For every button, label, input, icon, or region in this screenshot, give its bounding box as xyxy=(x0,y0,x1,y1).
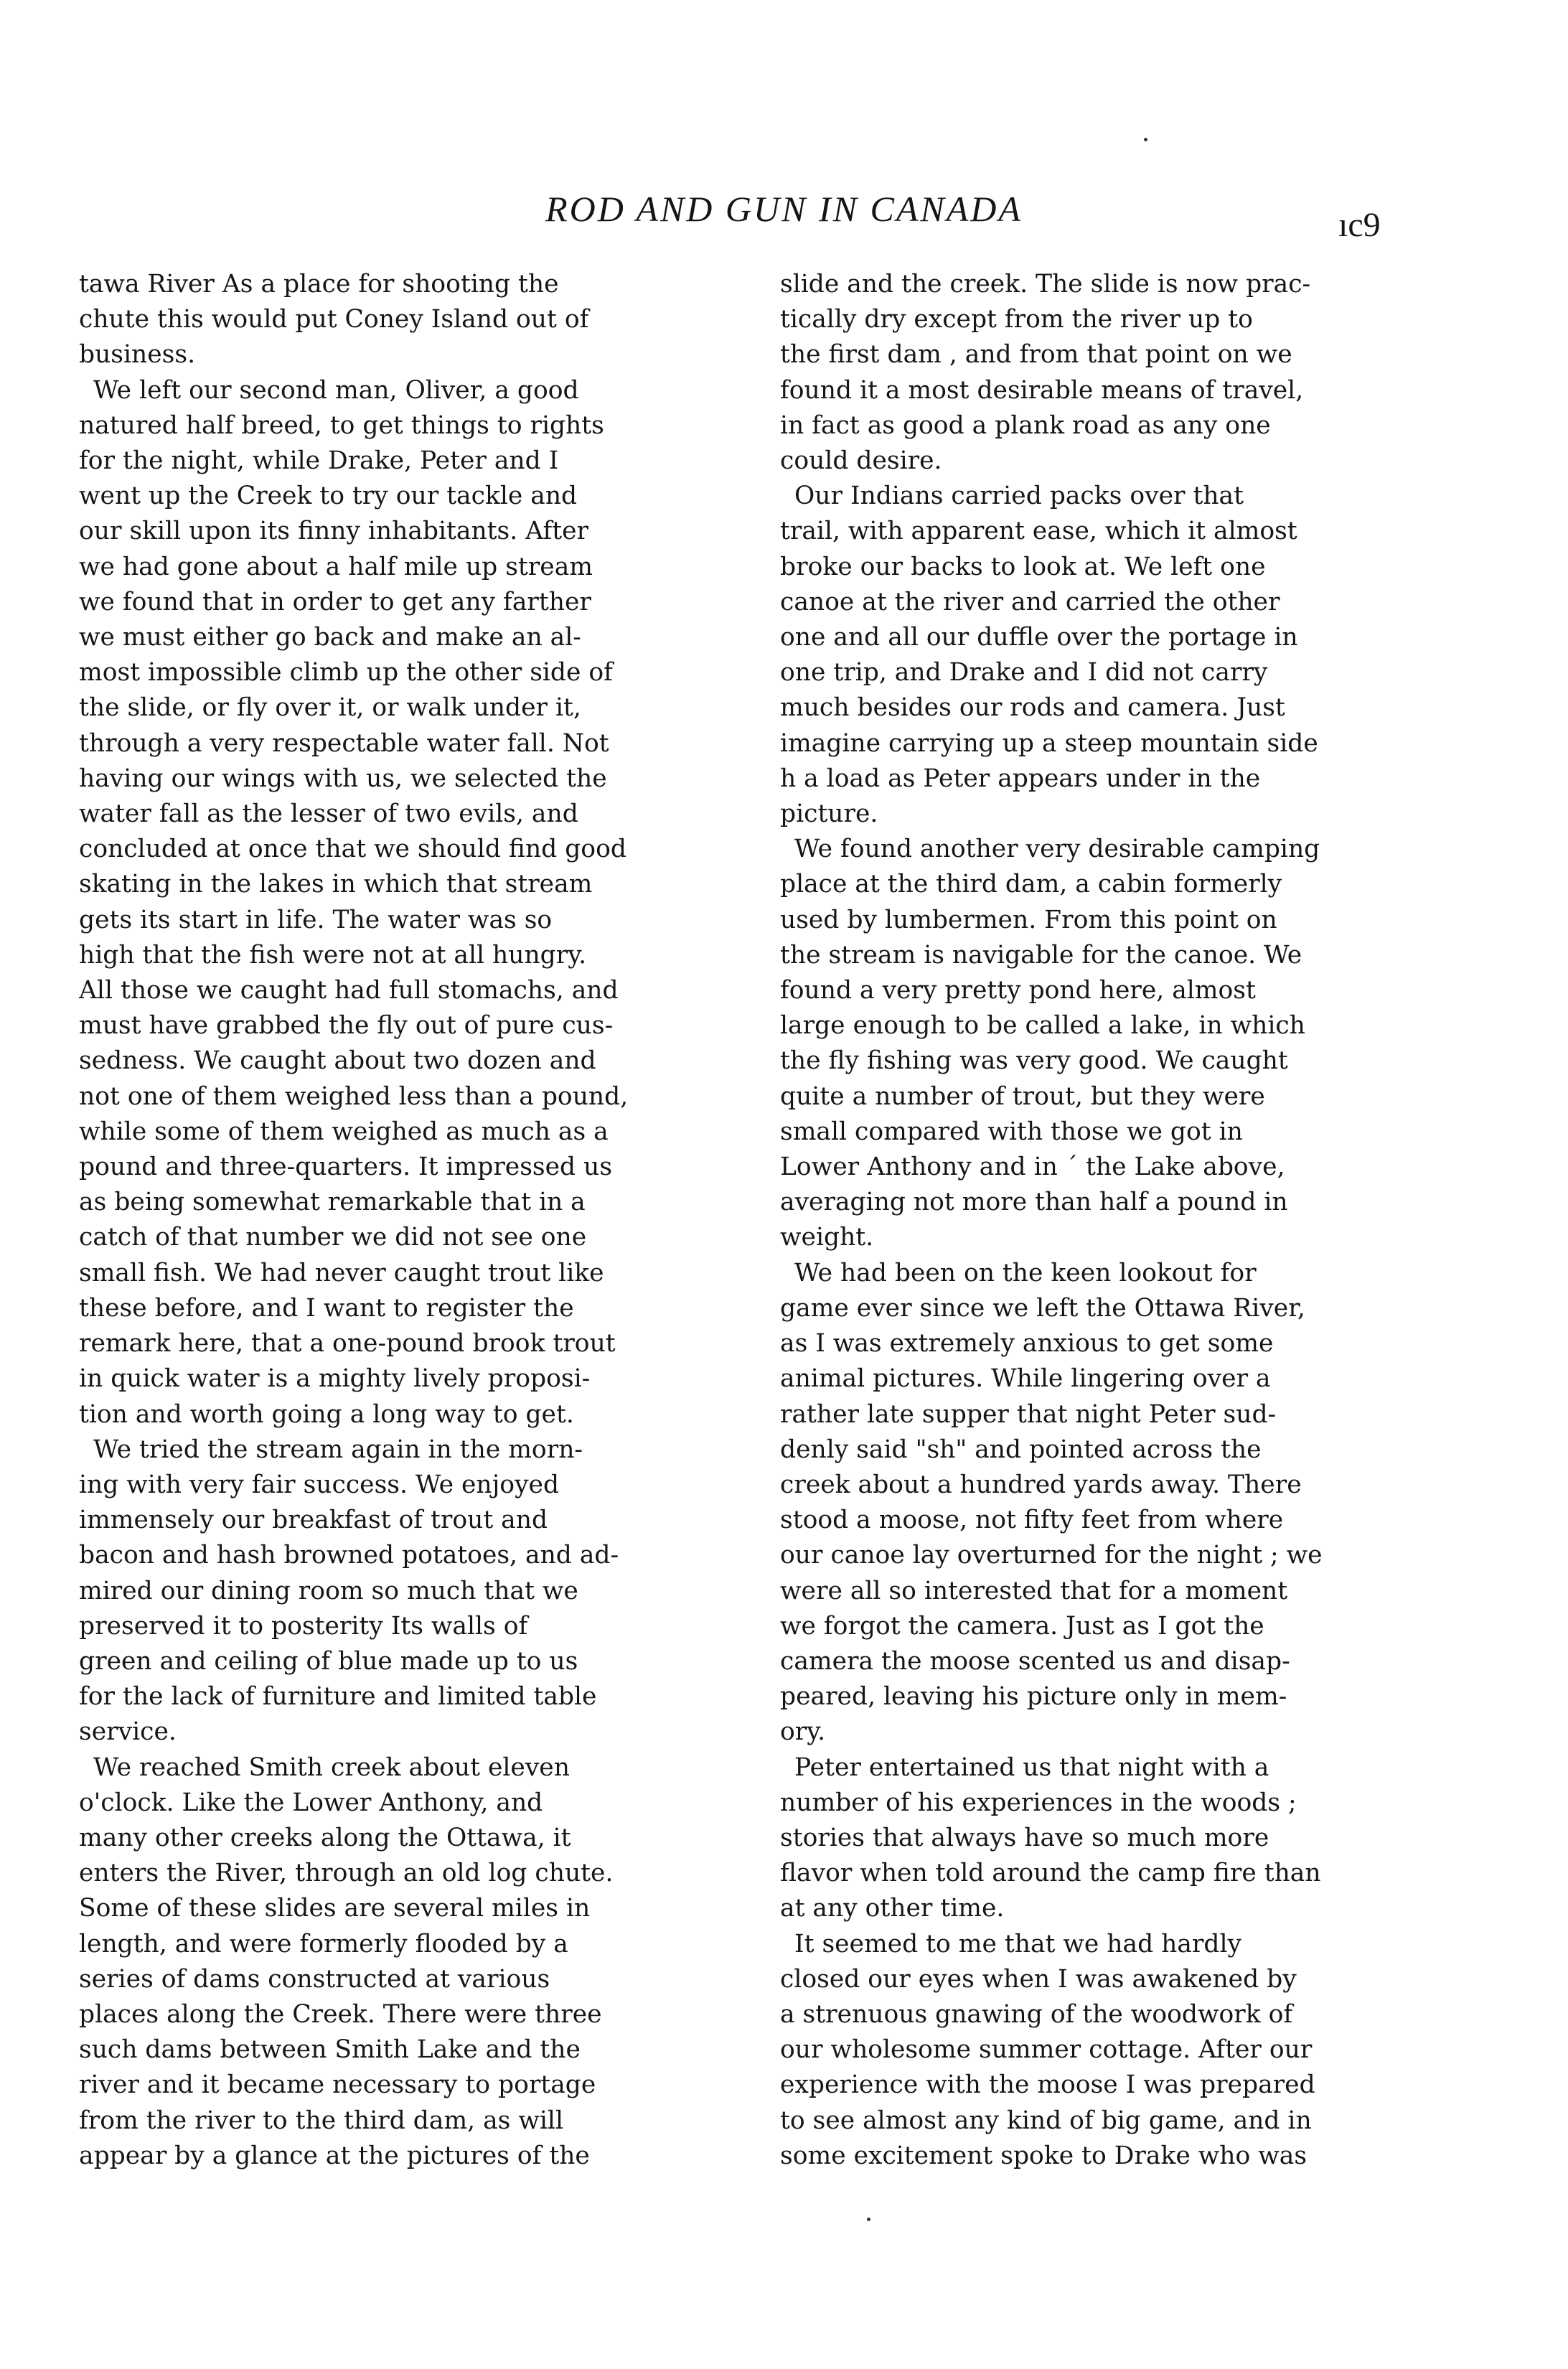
paragraph: slide and the creek. The slide is now prac- tically dry except from the river up to the first dam , and from that point on we found it a most desirable means of travel, in fact as good a plank road as any one could desire. xyxy=(780,270,1311,476)
paragraph: It seemed to me that we had hardly closed our eyes when I was awakened by a strenuous gnawing of the woodwork of our wholesome summer cottage. After our experience with the moose I was prepared to see almost any kind of big game, and in some excitement spoke to Drake who was xyxy=(780,1929,1315,2170)
left-column xyxy=(79,267,721,2174)
paragraph: We had been on the keen lookout for game ever since we left the Ottawa River, as I was extremely anxious to get some animal pictures. While lingering over a rather late supper that night Peter sud- denly said "sh" and pointed across the creek about a hundred yards away. There stood a moose, not fifty feet from where our canoe lay overturned for the night ; we were all so interested that for a moment we forgot the camera. Just as I got the camera the moose scented us and disap- peared, leaving his picture only in mem- ory. xyxy=(780,1258,1323,1747)
paragraph: We tried the stream again in the morn- ing with very fair success. We enjoyed immensely our breakfast of trout and bacon and hash browned potatoes, and ad- mired our dining room so much that we preserved it to posterity Its walls of green and ceiling of blue made up to us for the lack of furniture and limited table service. xyxy=(79,1435,619,1747)
page-number: ıc9 xyxy=(1338,206,1381,244)
paragraph: We reached Smith creek about eleven o'clock. Like the Lower Anthony, and many other creeks along the Ottawa, it enters the River, through an old log chute. Some of these slides are several miles in length, and were formerly flooded by a series of dams constructed at various places along the Creek. There were three such dams between Smith Lake and the river and it became necessary to portage from the river to the third dam, as will appear by a glance at the pictures of the xyxy=(79,1753,614,2170)
paragraph: We found another very desirable camping place at the third dam, a cabin formerly used by lumbermen. From this point on the stream is navigable for the canoe. We found a very pretty pond here, almost large enough to be called a lake, in which the fly fishing was very good. We caught quite a number of trout, but they were small compared with those we got in Lower Anthony and in ´ the Lake above, averaging not more than half a pound in weight. xyxy=(780,835,1320,1252)
paragraph: We left our second man, Oliver, a good natured half breed, to get things to rights for the night, while Drake, Peter and I went up the Creek to try our tackle and our skill upon its finny inhabitants. After we had gone about a half mile up stream we found that in order to get any farther we must either go back and make an al- most impossible climb up the other side of the slide, or fly over it, or walk under it, through a very respectable water fall. Not having our wings with us, we selected the water fall as the lesser of two evils, and concluded at once that we should find good skating in the lakes in which that stream gets its start in life. The water was so high that the fish were not at all hungry. All those we caught had full stomachs, and must have grabbed the fly out of pure cus- sedness. We caught about two dozen and not one of them weighed less than a pound, while some of them weighed as much as a pound and three-quarters. It impressed us as being somewhat remarkable that in a catch of that number we did not see one small fish. We had never caught trout like these before, and I want to register the remark here, that a one-pound brook trout in quick water is a mighty lively proposi- tion and worth going a long way to get. xyxy=(79,375,629,1429)
paragraph: Peter entertained us that night with a number of his experiences in the woods ; stories that always have so much more flavor when told around the camp fire than at any other time. xyxy=(780,1753,1321,1923)
ink-speck xyxy=(1144,138,1147,141)
running-title: ROD AND GUN IN CANADA xyxy=(545,189,1023,229)
right-column xyxy=(780,267,1422,2174)
paragraph: Our Indians carried packs over that trail, with apparent ease, which it almost broke our backs to look at. We left one canoe at the river and carried the other one and all our duffle over the portage in one trip, and Drake and I did not carry much besides our rods and camera. Just imagine carrying up a steep mountain side h a load as Peter appears under in the picture. xyxy=(780,482,1318,829)
paragraph: tawa River As a place for shooting the chute this would put Coney Island out of business. xyxy=(79,270,589,370)
ink-speck xyxy=(867,2218,870,2221)
